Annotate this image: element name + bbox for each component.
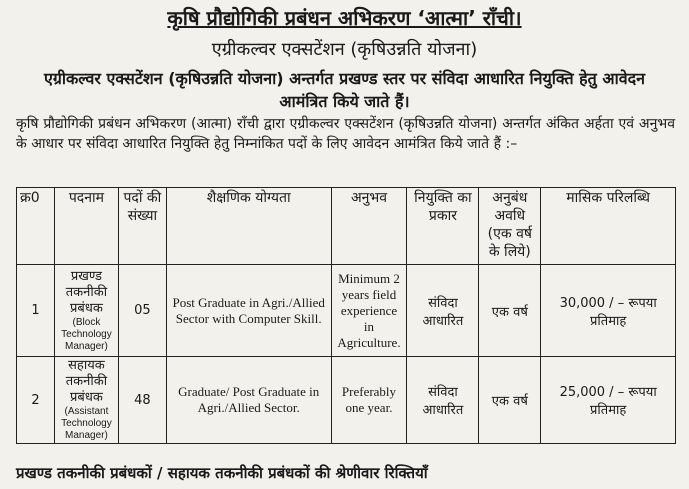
row-count: 05 (118, 265, 166, 357)
row-type: संविदा आधारित (407, 265, 479, 357)
row-post (54, 265, 118, 357)
header-salary: मासिक परिलब्धि (541, 188, 676, 265)
table-row (17, 357, 676, 444)
scheme-subtitle: एग्रीकल्वर एक्सटेंशन (कृषिउन्नति योजना) (211, 39, 478, 60)
row-experience: Minimum 2 years field experience in Agriculture. (331, 265, 407, 357)
header-count: पदों की संख्या (118, 188, 166, 265)
row-sno: 2 (17, 357, 55, 444)
document-title: कृषि प्रौद्योगिकी प्रबंधन अभिकरण ‘आत्मा’ राँची। (167, 6, 522, 30)
row-post-english: (Assistant Technology Manager) (61, 406, 112, 441)
header-experience: अनुभव (331, 188, 407, 265)
row-qualification: Graduate/ Post Graduate in Agri./Allied Sector. (166, 357, 331, 444)
row-post-hindi: सहायक तकनीकी प्रबंधक (65, 358, 108, 405)
row-salary: 25,000 / – रूपया प्रतिमाह (541, 357, 676, 444)
notice-heading: एग्रीकल्वर एक्सटेंशन (कृषिउन्नति योजना) अन्तर्गत प्रखण्ड स्तर पर संविदा आधारित नियुक्ति हेतु आवेदन आमंत्रित किये जाते हैं। (44, 69, 645, 111)
footer-heading: प्रखण्ड तकनीकी प्रबंधकों / सहायक तकनीकी प्रबंधकों की श्रेणीवार रिक्तियाँ (16, 464, 428, 482)
row-qualification: Post Graduate in Agri./Allied Sector with Computer Skill. (166, 265, 331, 357)
header-sno: क्र0 (17, 188, 55, 265)
row-post (54, 357, 118, 444)
row-duration: एक वर्ष (479, 265, 541, 357)
table-header-row (17, 188, 676, 265)
vacancy-table (16, 187, 676, 444)
table-row (17, 265, 676, 357)
intro-paragraph: कृषि प्रौद्योगिकी प्रबंधन अभिकरण (आत्मा) राँची द्वारा एग्रीकल्वर एक्सटेंशन (कृषिउन्नति योजना) अन्तर्गत अंकित अर्हता एवं अनुभव के आधार पर संविदा आधारित नियुक्ति हेतु निम्नांकित पदों के लिए आवेदन आमंत्रित किये जाते हैं :– (16, 116, 675, 152)
row-sno: 1 (17, 265, 55, 357)
row-duration: एक वर्ष (479, 357, 541, 444)
header-type: नियुक्ति का प्रकार (407, 188, 479, 265)
row-count: 48 (118, 357, 166, 444)
row-experience: Preferably one year. (331, 357, 407, 444)
header-qualification: शैक्षणिक योग्यता (166, 188, 331, 265)
row-post-hindi: प्रखण्ड तकनीकी प्रबंधक (65, 268, 108, 316)
row-type: संविदा आधारित (407, 357, 479, 444)
header-duration: अनुबंध अवधि (एक वर्ष के लिये) (479, 188, 541, 265)
row-salary: 30,000 / – रूपया प्रतिमाह (541, 265, 676, 357)
row-post-english: (Block Technology Manager) (61, 316, 112, 352)
header-post: पदनाम (54, 188, 118, 265)
